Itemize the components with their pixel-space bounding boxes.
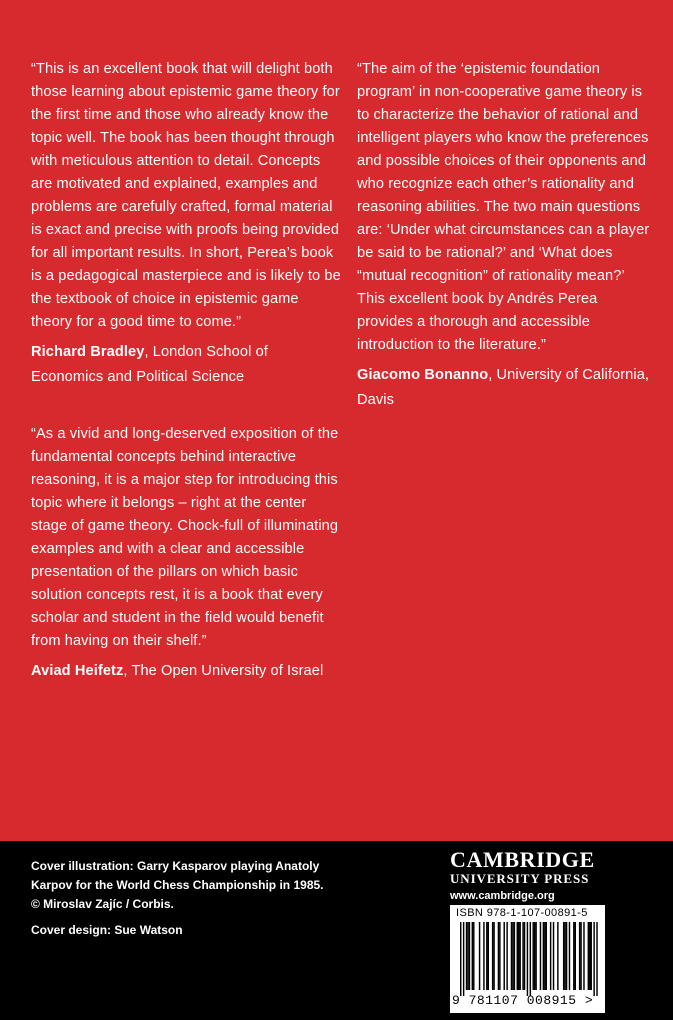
barcode-bar [566, 922, 567, 990]
barcode-bar [579, 922, 580, 990]
barcode-bar [518, 922, 519, 990]
barcode-bar [488, 922, 489, 990]
barcode-bar [569, 922, 570, 990]
publisher-url[interactable]: www.cambridge.org [450, 890, 555, 902]
review-quote: “This is an excellent book that will delight both those learning about epistemic game theory for the first time and those who already know the topic well. The book has been thought through with meticulous attention to detail. Concepts are motivated and explained, examples and problems are carefully crafted, formal material is exact and precise with proofs being provided for all important results. In short, Perea’s book is a pedagogical masterpiece and is likely to be the textbook of choice in epistemic game theory for a good time to come.” [31, 61, 341, 330]
barcode-bar [499, 922, 500, 990]
right-review-column [357, 58, 655, 413]
barcode-bar [506, 922, 507, 990]
barcode-bar [540, 922, 541, 990]
cover-design-credit: Cover design: Sue Watson [31, 923, 183, 937]
barcode-bar [492, 922, 493, 990]
review-bonanno [357, 58, 655, 413]
barcode-bar [546, 922, 547, 990]
barcode-bar [511, 922, 512, 990]
barcode-guard-bar [527, 922, 528, 996]
reviewer-name: Aviad Heifetz [31, 663, 124, 679]
barcode-bar [534, 922, 535, 990]
barcode-bar [588, 922, 589, 990]
barcode-guard-bar [596, 922, 597, 996]
barcode-digits: 9 781107 008915 > [452, 993, 594, 1008]
barcode-bar [473, 922, 474, 990]
barcode-bar [469, 922, 470, 990]
review-quote: “The aim of the ‘epistemic foundation program’ in non-cooperative game theory is to characterize the behavior of rational and intelligent players who know the preferences and possible choices of their opponents and who recognize each other’s rationality and reasoning abilities. The two main questions are: ‘Under what circumstances can a player be said to be rational?’ and ‘What does “mutual recognition” of rationality mean?’ This excellent book by Andrés Perea provides a thorough and accessible introduction to the literature.” [357, 61, 650, 353]
barcode-bar [543, 922, 544, 990]
barcode-bar [557, 922, 558, 990]
publisher-name: CAMBRIDGE [450, 847, 595, 872]
barcode-bar [493, 922, 494, 990]
barcode-bar [472, 922, 473, 990]
barcode-guard-bar [530, 922, 531, 996]
footer-band [0, 841, 673, 1020]
isbn-barcode [450, 905, 605, 1013]
cover-credits [31, 857, 331, 940]
barcode-bar [544, 922, 545, 990]
reviewer-affiliation: , London School of Economics and Political Science [31, 344, 268, 385]
publisher-logo [450, 849, 610, 904]
barcode-bar [479, 922, 480, 990]
reviewer-affiliation: , University of California, Davis [357, 367, 650, 408]
review-bradley [31, 58, 343, 390]
reviewer-name: Giacomo Bonanno [357, 367, 489, 383]
barcode-bar [583, 922, 584, 990]
barcode-bar [486, 922, 487, 990]
barcode-bar [519, 922, 520, 990]
barcode-guard-bar [463, 922, 464, 996]
barcode-bar [517, 922, 518, 990]
barcode-bar [466, 922, 467, 990]
isbn-label: ISBN 978-1-107-00891-5 [456, 907, 588, 919]
barcode-bar [498, 922, 499, 990]
review-heifetz [31, 423, 343, 684]
barcode-bar [522, 922, 523, 990]
barcode-bar [553, 922, 554, 990]
barcode-bar [535, 922, 536, 990]
publisher-subtitle: UNIVERSITY PRESS [450, 871, 590, 886]
barcode-bar [524, 922, 525, 990]
barcode-bar [573, 922, 574, 990]
reviewer-affiliation: , The Open University of Israel [123, 663, 324, 679]
barcode-bar [514, 922, 515, 990]
barcode-bar [575, 922, 576, 990]
barcode-bar [467, 922, 468, 990]
barcode-bar [563, 922, 564, 990]
barcode-bar [580, 922, 581, 990]
barcode-bar [533, 922, 534, 990]
barcode-bar [550, 922, 551, 990]
review-attribution [31, 340, 343, 390]
review-attribution [31, 659, 343, 684]
barcode-bar [591, 922, 592, 990]
barcode-bar [564, 922, 565, 990]
barcode-bar [512, 922, 513, 990]
reviewer-name: Richard Bradley [31, 344, 145, 360]
cover-illustration-credit: Cover illustration: Garry Kasparov playing Anatoly Karpov for the World Chess Championship in 1985. © Miroslav Zajíc / Corbis. [31, 859, 324, 911]
barcode-guard-bar [460, 922, 461, 996]
review-quote: “As a vivid and long-deserved exposition of the fundamental concepts behind interactive reasoning, it is a major step for introducing this topic where it belongs – right at the center stage of game theory. Chock-full of illuminating examples and with a clear and accessible presentation of the pillars on which basic solution concepts rest, it is a book that every scholar and student in the field would benefit from having on their shelf.” [31, 426, 339, 649]
review-attribution [357, 363, 655, 413]
barcode-bar [483, 922, 484, 990]
barcode-bar [589, 922, 590, 990]
left-review-column [31, 58, 343, 684]
barcode-guard-bar [593, 922, 594, 996]
barcode-bar [504, 922, 505, 990]
